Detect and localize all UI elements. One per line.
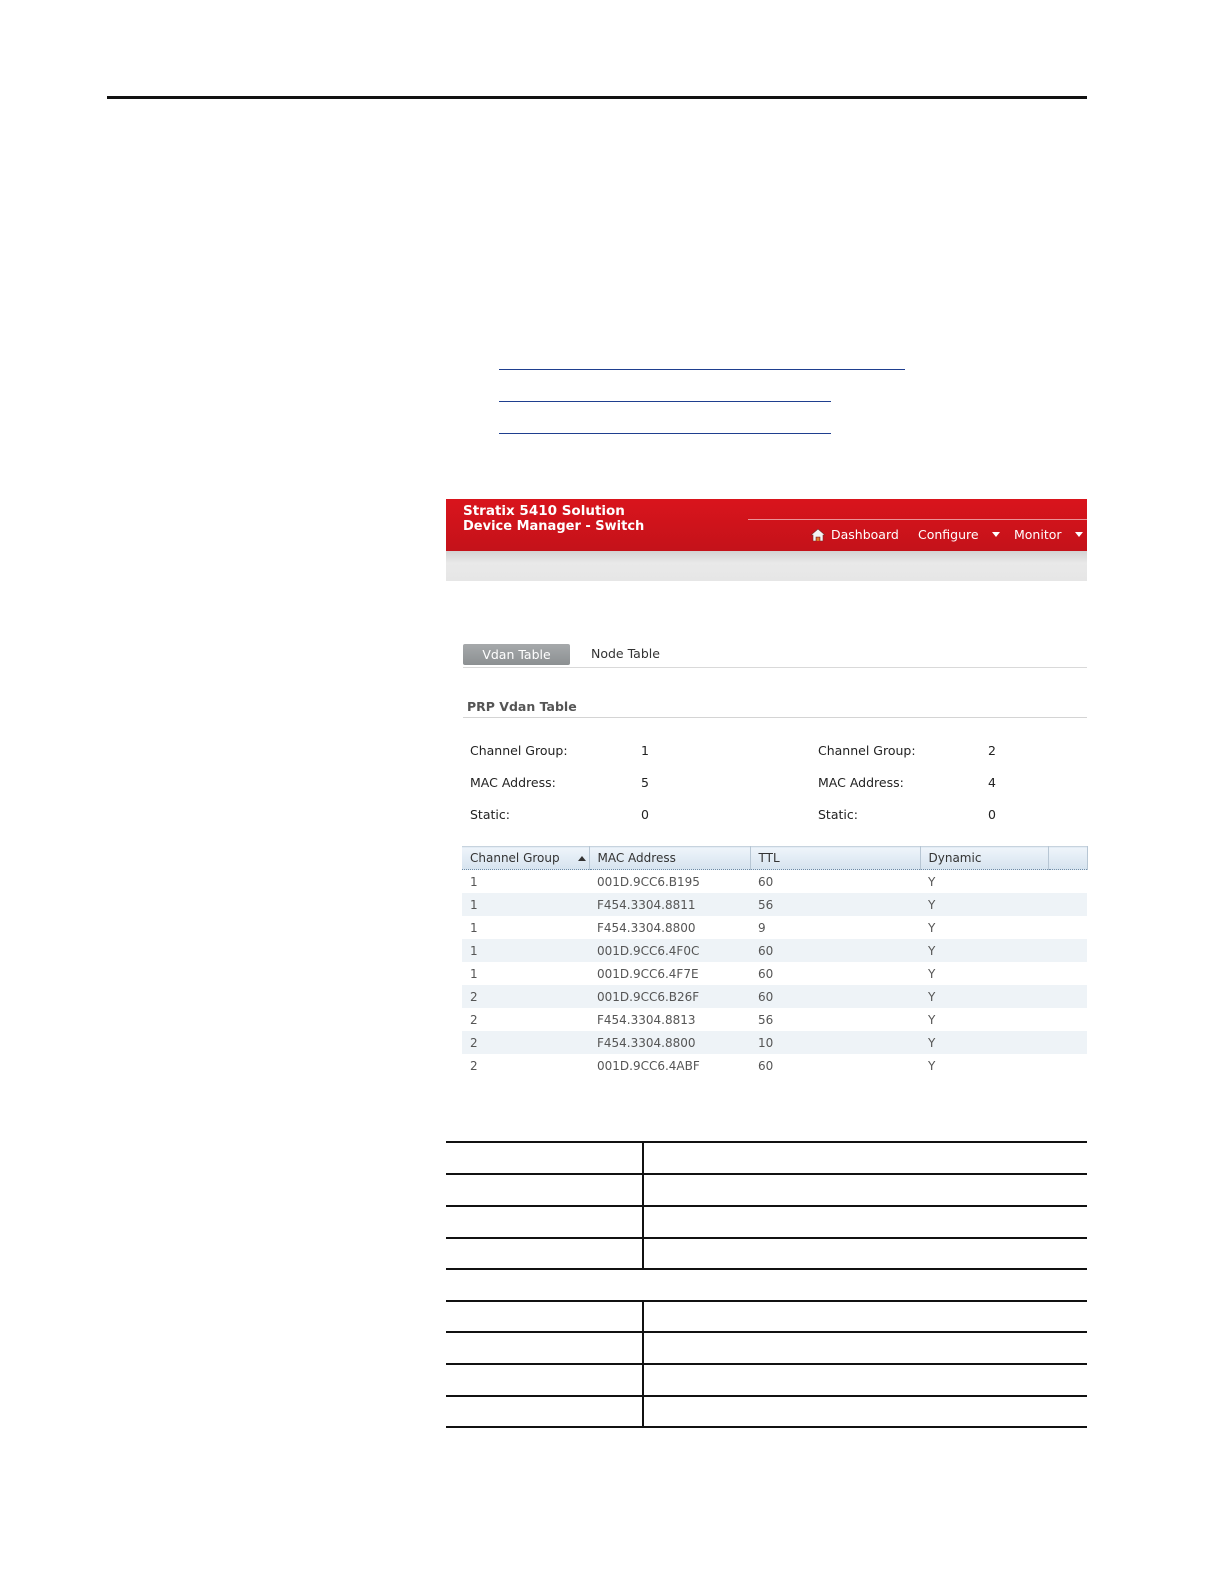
doc-table-1-top-rule (446, 1141, 1087, 1143)
table-row[interactable]: 1 001D.9CC6.4F7E 60 Y (470, 966, 936, 981)
link-underline-3[interactable] (499, 433, 831, 434)
column-header-filler (1048, 847, 1087, 870)
summary-left-channel-group-label: Channel Group: (470, 743, 568, 758)
summary-right-channel-group-label: Channel Group: (818, 743, 916, 758)
tab-vdan-table[interactable]: Vdan Table (463, 644, 570, 665)
column-header-ttl[interactable]: TTL (750, 847, 920, 870)
app-title: Stratix 5410 Solution (463, 503, 625, 519)
table-row[interactable]: 1 001D.9CC6.4F0C 60 Y (462, 939, 1087, 962)
chevron-down-icon (992, 532, 1000, 537)
doc-table-2-top-rule (446, 1300, 1087, 1302)
summary-right-mac-address-label: MAC Address: (818, 775, 904, 790)
nav-monitor[interactable] (1014, 527, 1083, 542)
section-divider (463, 717, 1087, 718)
table-row[interactable]: 1 F454.3304.8800 9 Y (470, 920, 936, 935)
summary-left-static-value: 0 (641, 807, 649, 822)
column-header-channel-group[interactable]: Channel Group (462, 847, 589, 870)
page-top-rule (107, 96, 1087, 99)
summary-left-mac-address-value: 5 (641, 775, 649, 790)
summary-right-mac-address-value: 4 (988, 775, 996, 790)
summary-right-static-value: 0 (988, 807, 996, 822)
nav-divider (748, 519, 1087, 520)
nav-dashboard-label: Dashboard (831, 527, 899, 542)
device-manager-screenshot (446, 499, 1087, 1084)
link-underline-1[interactable] (499, 369, 905, 370)
app-header (446, 499, 1087, 551)
doc-table-1-column-rule (642, 1141, 644, 1270)
summary-left-static-label: Static: (470, 807, 510, 822)
link-underline-2[interactable] (499, 401, 831, 402)
summary-right-static-label: Static: (818, 807, 858, 822)
app-subtitle: Device Manager - Switch (463, 519, 645, 534)
doc-table-2-bottom-rule (446, 1426, 1087, 1428)
doc-table-1-row-rule (446, 1205, 1087, 1207)
doc-table-2-column-rule (642, 1300, 644, 1428)
chevron-down-icon (1075, 532, 1083, 537)
nav-configure-label: Configure (918, 527, 979, 542)
table-row[interactable]: 2 001D.9CC6.B26F 60 Y (462, 985, 1087, 1008)
summary-left-channel-group-value: 1 (641, 743, 649, 758)
summary-left-mac-address-label: MAC Address: (470, 775, 556, 790)
column-header-dynamic[interactable]: Dynamic (920, 847, 1048, 870)
doc-table-1-bottom-rule (446, 1268, 1087, 1270)
table-row[interactable]: 2 F454.3304.8813 56 Y (470, 1012, 936, 1027)
doc-table-2-row-rule (446, 1331, 1087, 1333)
nav-monitor-label: Monitor (1014, 527, 1062, 542)
nav-dashboard[interactable] (810, 527, 899, 542)
summary-right-channel-group-value: 2 (988, 743, 996, 758)
doc-table-2-row-rule (446, 1363, 1087, 1365)
tab-divider (463, 667, 1087, 668)
home-icon (810, 528, 826, 542)
column-header-mac-address[interactable]: MAC Address (589, 847, 750, 870)
table-row[interactable]: 2 F454.3304.8800 10 Y (462, 1031, 1087, 1054)
nav-configure[interactable] (918, 527, 1000, 542)
section-title: PRP Vdan Table (467, 699, 577, 714)
table-row[interactable]: 2 001D.9CC6.4ABF 60 Y (470, 1058, 936, 1073)
sub-toolbar (446, 551, 1087, 581)
doc-table-1-row-rule (446, 1173, 1087, 1175)
doc-table-2-row-rule (446, 1395, 1087, 1397)
vdan-grid (462, 846, 1088, 1077)
table-row[interactable]: 1 F454.3304.8811 56 Y (462, 893, 1087, 916)
sort-ascending-icon (578, 856, 586, 861)
table-row[interactable]: 1 001D.9CC6.B195 60 Y (470, 874, 936, 889)
tab-node-table[interactable]: Node Table (591, 646, 660, 661)
doc-table-1-row-rule (446, 1237, 1087, 1239)
